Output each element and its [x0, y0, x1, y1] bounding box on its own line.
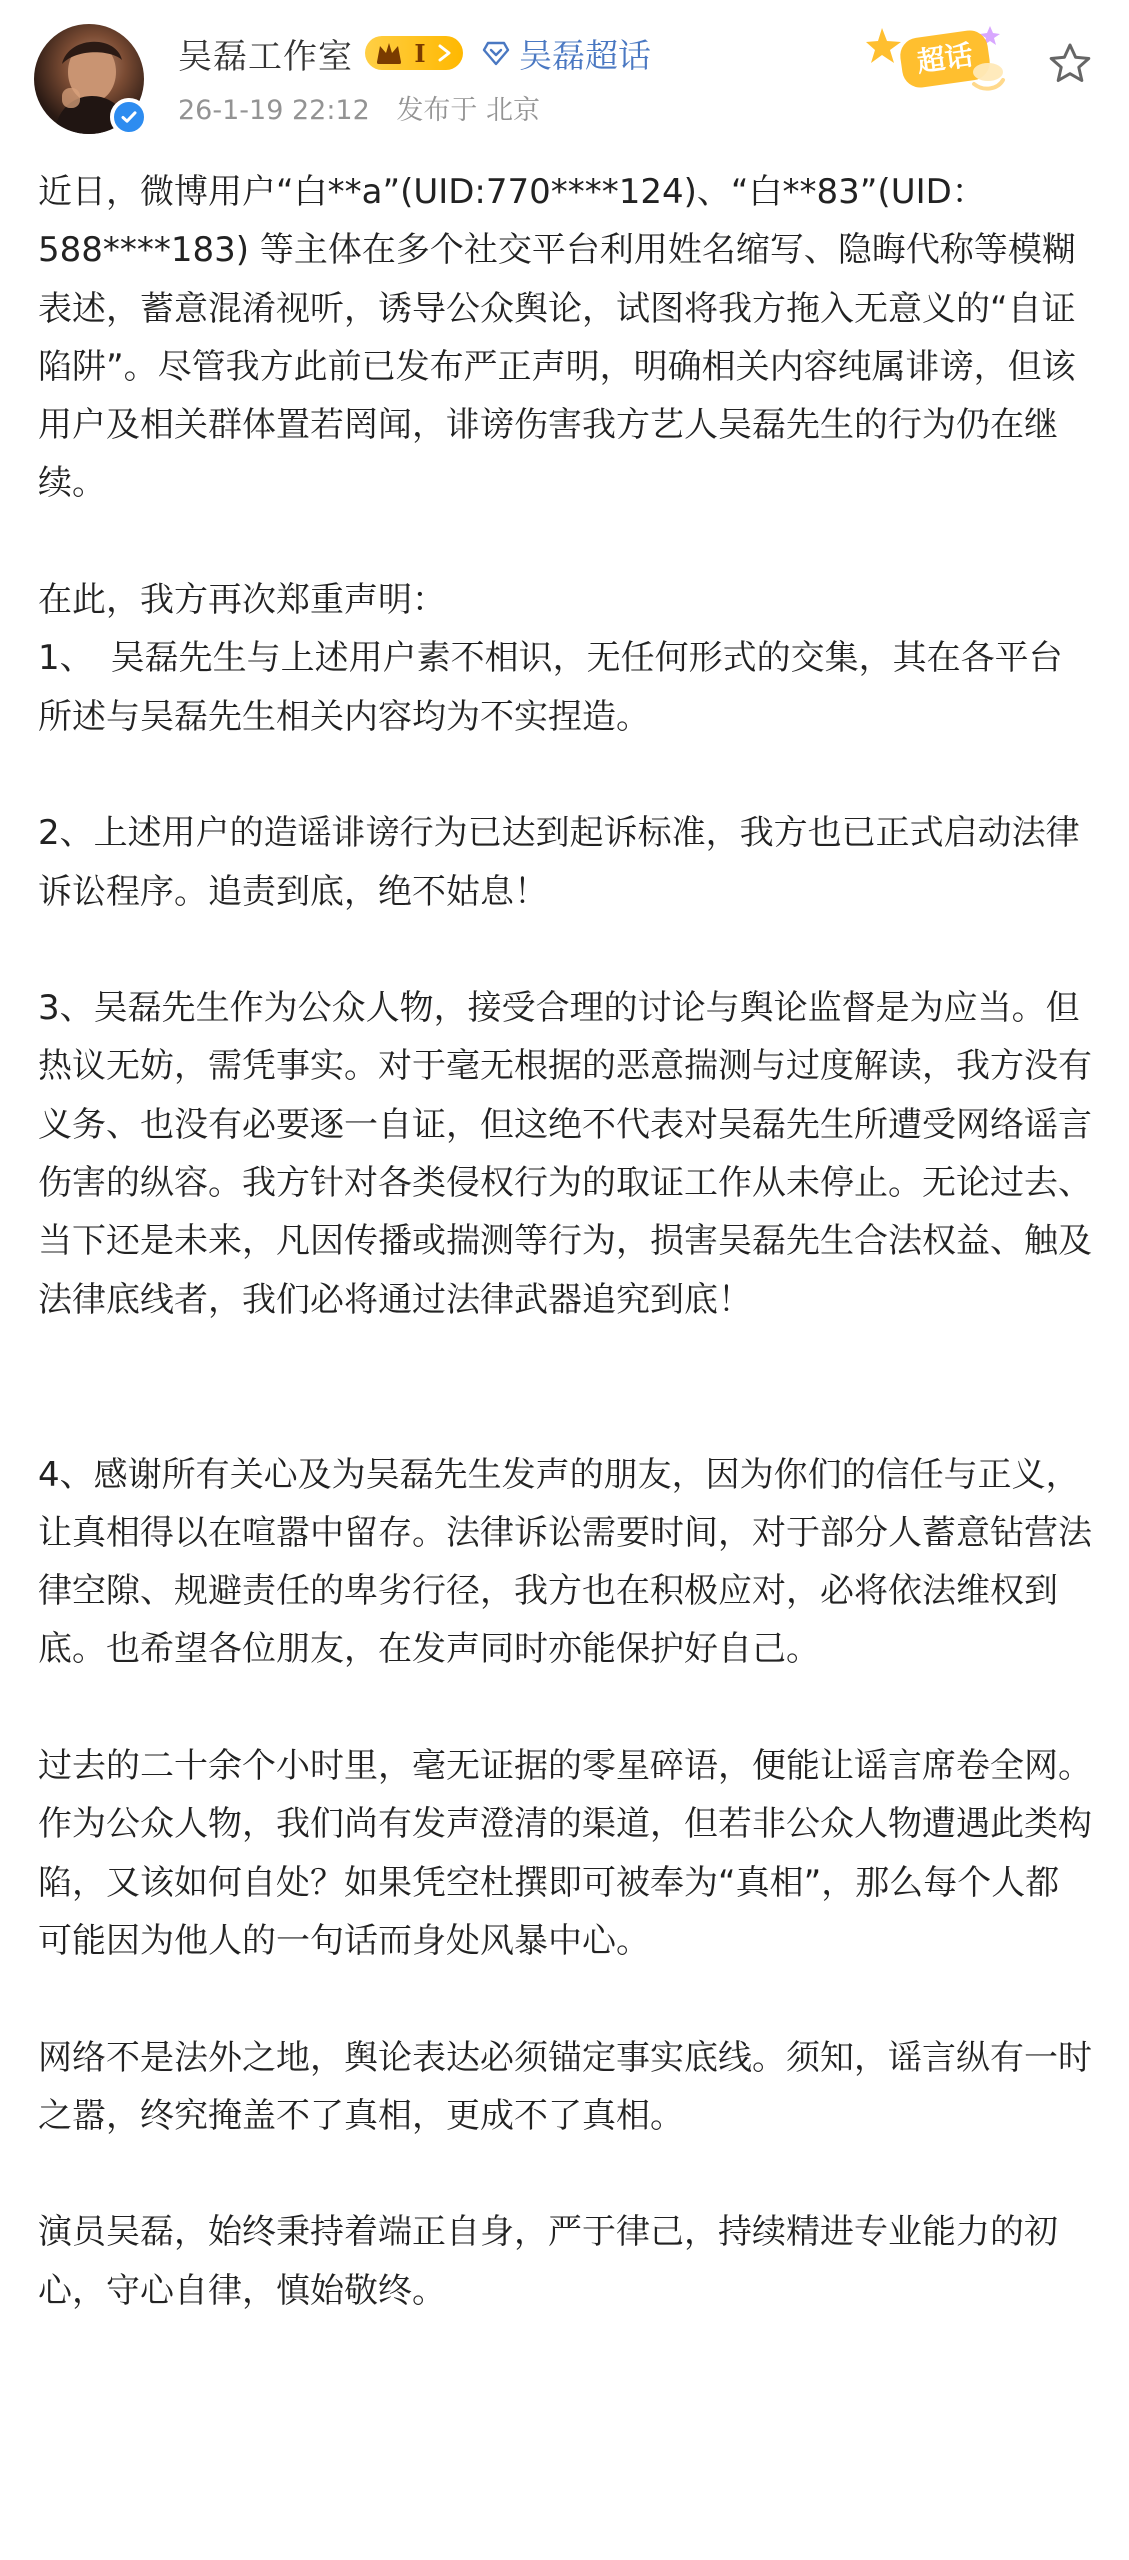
post-header: [0, 0, 1129, 145]
content-extra-spacing: [38, 1387, 1093, 1445]
content-paragraph-1: 近日，微博用户“白**a”(UID:770****124)、“白**83”(UID：588****183) 等主体在多个社交平台利用姓名缩写、隐晦代称等模糊表述，蓄意混淆视听，诱导公众舆论，试图将我方拖入无意义的“自证陷阱”。尽管我方此前已发布严正声明，明确相关内容纯属诽谤，但该用户及相关群体置若罔闻，诽谤伤害我方艺人吴磊先生的行为仍在继续。: [38, 172, 1076, 504]
star-outline-icon: [1046, 40, 1094, 88]
vip-level-text: I: [414, 38, 426, 68]
favorite-button[interactable]: [1046, 40, 1094, 88]
content-paragraph-9: 演员吴磊，始终秉持着端正自身，严于律己，持续精进专业能力的初心，守心自律，慎始敬终。: [38, 2212, 1058, 2311]
super-topic-diamond-icon: [481, 38, 511, 68]
post-timestamp: 26-1-19 22:12: [178, 95, 370, 126]
content-paragraph-6: 4、感谢所有关心及为吴磊先生发声的朋友，因为你们的信任与正义，让真相得以在喧嚣中留存。法律诉讼需要时间，对于部分人蓄意钻营法律空隙、规避责任的卑劣行径，我方也在积极应对，必将依法维权到底。也希望各位朋友，在发声同时亦能保护好自己。: [38, 1454, 1092, 1670]
author-name-link[interactable]: 吴磊工作室: [178, 36, 353, 77]
post-content: [38, 163, 1093, 2320]
content-paragraph-2: 在此，我方再次郑重声明：: [38, 580, 446, 621]
vip-crown-icon: [375, 40, 403, 66]
content-paragraph-8: 网络不是法外之地，舆论表达必须锚定事实底线。须知，谣言纵有一时之嚣，终究掩盖不了真相，更成不了真相。: [38, 2037, 1092, 2136]
content-paragraph-3: 1、 吴磊先生与上述用户素不相识，无任何形式的交集，其在各平台所述与吴磊先生相关内容均为不实捏造。: [38, 638, 1063, 737]
content-paragraph-7: 过去的二十余个小时里，毫无证据的零星碎语，便能让谣言席卷全网。作为公众人物，我们尚有发声澄清的渠道，但若非公众人物遭遇此类构陷，又该如何自处？如果凭空杜撰即可被奉为“真相”，那么每个人都可能因为他人的一句话而身处风暴中心。: [38, 1746, 1092, 1961]
post-location: 发布于 北京: [396, 95, 540, 126]
vip-arrow-icon: [437, 43, 453, 63]
sticker-label: 超话: [914, 38, 975, 79]
author-avatar-wrapper[interactable]: [34, 24, 144, 134]
content-paragraph-4: 2、上述用户的造谣诽谤行为已达到起诉标准，我方也已正式启动法律诉讼程序。追责到底，绝不姑息！: [38, 813, 1080, 912]
super-topic-link[interactable]: [481, 30, 651, 77]
vip-badge[interactable]: [365, 36, 463, 70]
super-topic-link-text: 吴磊超话: [519, 35, 651, 75]
author-name-row: [178, 28, 651, 78]
super-topic-sticker[interactable]: [866, 22, 1006, 100]
content-paragraph-5: 3、吴磊先生作为公众人物，接受合理的讨论与舆论监督是为应当。但热议无妨，需凭事实。对于毫无根据的恶意揣测与过度解读，我方没有义务、也没有必要逐一自证，但这绝不代表对吴磊先生所遭受网络谣言伤害的纵容。我方针对各类侵权行为的取证工作从未停止。无论过去、当下还是未来，凡因传播或揣测等行为，损害吴磊先生合法权益、触及法律底线者，我们必将通过法律武器追究到底！: [38, 988, 1092, 1320]
verified-check-icon: [118, 106, 140, 128]
post-meta: [178, 88, 540, 127]
verified-badge: [110, 98, 148, 136]
